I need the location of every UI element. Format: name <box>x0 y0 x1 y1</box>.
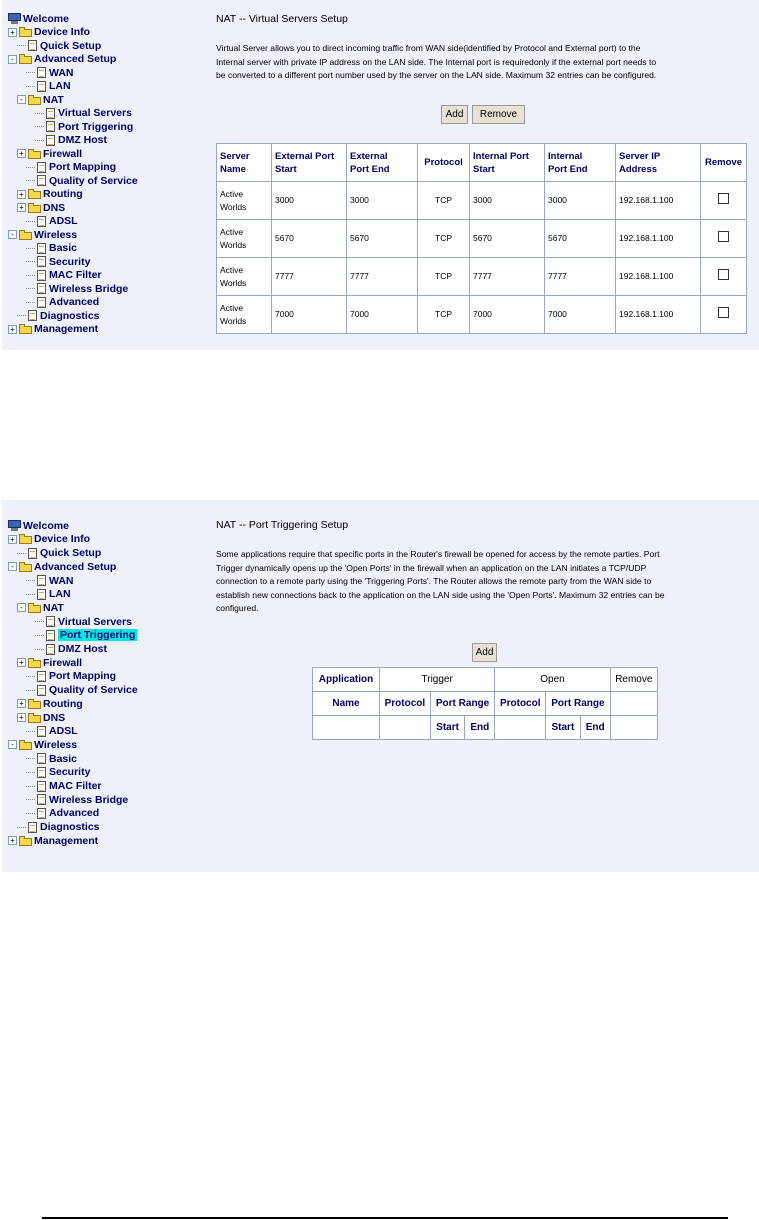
folder-icon <box>19 27 32 37</box>
page-icon <box>37 270 46 281</box>
port-triggering-table <box>312 667 658 740</box>
nav-item-label: Quality of Service <box>49 684 138 697</box>
column-header-external-port-end: External Port End <box>347 144 418 182</box>
nav-item-label: Welcome <box>23 519 69 532</box>
nav-item-nat[interactable] <box>17 601 64 615</box>
nav-item-firewall[interactable] <box>17 147 82 161</box>
column-header-open-protocol: Protocol <box>495 692 546 716</box>
cell-external-port-start: 5670 <box>272 220 347 258</box>
add-button[interactable]: Add <box>441 105 468 124</box>
description-line: configured. <box>216 603 259 613</box>
nav-item-port-mapping[interactable] <box>26 670 116 684</box>
page-icon <box>28 310 37 321</box>
collapse-icon[interactable]: - <box>8 230 17 239</box>
tree-connector <box>26 594 35 595</box>
tree-connector <box>35 140 44 141</box>
page-icon <box>37 808 46 819</box>
nav-item-port-mapping[interactable] <box>26 161 116 175</box>
nav-item-lan[interactable] <box>26 80 71 94</box>
nav-item-device-info[interactable] <box>8 26 90 40</box>
description-line: be converted to a different port number used by the server on the LAN side. Maximum 32 entries can be configured. <box>216 70 657 80</box>
cell-server-ip: 192.168.1.100 <box>616 182 701 220</box>
column-header-application: Application <box>313 668 380 692</box>
cell-external-port-start: 7000 <box>272 296 347 334</box>
tree-connector <box>35 113 44 114</box>
tree-connector <box>35 635 44 636</box>
tree-connector <box>26 813 35 814</box>
table-header-row <box>313 716 658 740</box>
page-icon <box>37 671 46 682</box>
tree-connector <box>17 315 26 316</box>
cell-internal-port-end: 7777 <box>545 258 616 296</box>
tree-connector <box>26 86 35 87</box>
nav-item-label: NAT <box>43 601 64 614</box>
folder-icon <box>19 740 32 750</box>
expand-icon[interactable]: + <box>8 836 17 845</box>
tree-connector <box>26 275 35 276</box>
cell-server-name: Active Worlds <box>217 258 272 296</box>
nav-item-label: Security <box>49 255 91 268</box>
remove-checkbox[interactable] <box>718 269 729 280</box>
nav-item-advanced-setup[interactable] <box>8 560 116 574</box>
description-line: establish new connections back to the application on the LAN side using the 'Open Ports'. Maximum 32 entries can be <box>216 589 665 600</box>
column-header-trigger-protocol: Protocol <box>380 692 431 716</box>
cell-remove <box>701 296 747 334</box>
nav-item-wan[interactable] <box>26 574 74 588</box>
nav-item-label: Port Triggering <box>60 629 136 642</box>
collapse-icon[interactable]: - <box>8 740 17 749</box>
nav-item-mac-filter[interactable] <box>26 269 102 283</box>
cell-external-port-end: 7777 <box>347 258 418 296</box>
page-icon <box>28 822 37 833</box>
table-header-row <box>313 668 658 692</box>
nav-item-label: Routing <box>43 697 83 710</box>
cell-external-port-end: 3000 <box>347 182 418 220</box>
nav-item-security[interactable] <box>26 766 90 780</box>
column-header-open: Open <box>495 668 610 692</box>
expand-icon[interactable]: + <box>17 149 26 158</box>
description-line: Internal server with private IP address on the LAN side. The Internal port is requiredonly if the external port needs to <box>216 56 657 67</box>
tree-connector <box>26 772 35 773</box>
page-icon <box>37 794 46 805</box>
nav-item-dmz-host[interactable] <box>35 642 107 656</box>
cell-internal-port-start: 7000 <box>470 296 545 334</box>
nav-item-wireless[interactable] <box>8 228 77 242</box>
nav-item-adsl[interactable] <box>26 725 78 739</box>
remove-checkbox[interactable] <box>718 231 729 242</box>
folder-icon <box>28 189 41 199</box>
tree-connector <box>26 731 35 732</box>
nav-item-label: Quality of Service <box>49 174 138 187</box>
nav-item-diagnostics[interactable] <box>17 820 100 834</box>
folder-icon <box>28 658 41 668</box>
cell-external-port-start: 7777 <box>272 258 347 296</box>
add-button[interactable]: Add <box>472 643 497 662</box>
table-header-row <box>313 692 658 716</box>
page-icon <box>37 67 46 78</box>
column-header-server-name: Server Name <box>217 144 272 182</box>
folder-icon <box>28 699 41 709</box>
tree-connector <box>26 302 35 303</box>
tree-connector <box>26 799 35 800</box>
page-icon <box>37 753 46 764</box>
nav-item-management[interactable] <box>8 323 98 337</box>
nav-item-label: Management <box>34 834 99 847</box>
page-icon <box>28 548 37 559</box>
cell-server-ip: 192.168.1.100 <box>616 220 701 258</box>
cell-internal-port-end: 7000 <box>545 296 616 334</box>
empty-cell <box>495 716 546 740</box>
nav-item-wireless[interactable] <box>8 738 77 752</box>
table-header-row <box>217 144 747 182</box>
nav-item-label: Routing <box>43 188 83 201</box>
nav-item-label: Firewall <box>43 147 83 160</box>
table-row <box>217 220 747 258</box>
page-icon <box>28 40 37 51</box>
nav-item-label: Device Info <box>34 533 91 546</box>
page-icon <box>37 256 46 267</box>
column-header-external-port-start: External Port Start <box>272 144 347 182</box>
description-line: Some applications require that specific ports in the Router's firewall be opened for access by the remote parties. Port <box>216 549 660 559</box>
page-icon <box>37 175 46 186</box>
collapse-icon[interactable]: - <box>17 95 26 104</box>
page-icon <box>37 243 46 254</box>
virtual-servers-screenshot <box>2 0 759 350</box>
expand-icon[interactable]: + <box>17 658 26 667</box>
nav-item-management[interactable] <box>8 834 98 848</box>
nav-item-label: Diagnostics <box>40 309 100 322</box>
nav-item-virtual-servers[interactable] <box>35 615 132 629</box>
column-header-protocol: Protocol <box>418 144 470 182</box>
tree-connector <box>26 221 35 222</box>
nav-item-device-info[interactable] <box>8 533 90 547</box>
page-icon <box>46 630 55 641</box>
collapse-icon[interactable]: - <box>8 562 17 571</box>
nav-item-label: Advanced Setup <box>34 560 117 573</box>
cell-server-name: Active Worlds <box>217 182 272 220</box>
nav-item-label: DMZ Host <box>58 134 107 147</box>
table-row <box>217 258 747 296</box>
nav-item-dmz-host[interactable] <box>35 134 107 148</box>
expand-icon[interactable]: + <box>17 203 26 212</box>
tree-connector <box>26 580 35 581</box>
tree-connector <box>35 649 44 650</box>
nav-item-routing[interactable] <box>17 188 83 202</box>
nav-item-routing[interactable] <box>17 697 83 711</box>
page-icon <box>37 575 46 586</box>
nav-item-label: WAN <box>49 574 74 587</box>
description-line: connection to a remote party using the 'Triggering Ports'. The Router allows the remote party from the WAN side to <box>216 576 652 586</box>
cell-protocol: TCP <box>418 220 470 258</box>
folder-icon <box>28 149 41 159</box>
nav-item-dns[interactable] <box>17 711 65 725</box>
column-header-trigger-end: End <box>465 716 495 740</box>
column-header-open-end: End <box>580 716 610 740</box>
nav-item-label: Port Mapping <box>49 161 117 174</box>
empty-cell <box>610 716 657 740</box>
nav-item-port-triggering[interactable] <box>35 629 137 643</box>
nav-item-lan[interactable] <box>26 588 71 602</box>
table-row <box>217 296 747 334</box>
page-icon <box>37 81 46 92</box>
nav-item-label: Diagnostics <box>40 821 100 834</box>
page-icon <box>37 216 46 227</box>
nav-item-wireless-bridge[interactable] <box>26 793 128 807</box>
remove-button[interactable]: Remove <box>472 105 525 124</box>
column-header-trigger-port-range: Port Range <box>430 692 494 716</box>
nav-item-label: LAN <box>49 588 71 601</box>
nav-item-nat[interactable] <box>17 93 64 107</box>
folder-icon <box>19 534 32 544</box>
cell-remove <box>701 258 747 296</box>
nav-item-wireless-bridge[interactable] <box>26 282 128 296</box>
cell-protocol: TCP <box>418 296 470 334</box>
remove-checkbox[interactable] <box>718 193 729 204</box>
tree-connector <box>17 827 26 828</box>
column-header-internal-port-end: Internal Port End <box>545 144 616 182</box>
column-header-remove: Remove <box>610 668 657 692</box>
nav-item-dns[interactable] <box>17 201 65 215</box>
nav-item-label: Virtual Servers <box>58 615 132 628</box>
folder-icon <box>28 95 41 105</box>
tree-connector <box>17 45 26 46</box>
nav-item-label: WAN <box>49 66 74 79</box>
port-triggering-screenshot <box>2 500 759 872</box>
expand-icon[interactable]: + <box>8 535 17 544</box>
nav-item-label: Basic <box>49 752 78 765</box>
page-description <box>216 548 756 616</box>
nav-item-label: Virtual Servers <box>58 107 132 120</box>
page-footer-rule <box>42 1217 728 1219</box>
tree-connector <box>17 553 26 554</box>
virtual-servers-table <box>216 143 747 334</box>
nav-item-label: Advanced Setup <box>34 53 117 66</box>
expand-icon[interactable]: + <box>8 325 17 334</box>
page-icon <box>46 616 55 627</box>
expand-icon[interactable]: + <box>8 28 17 37</box>
column-header-internal-port-start: Internal Port Start <box>470 144 545 182</box>
nav-item-advanced[interactable] <box>26 296 99 310</box>
page-icon <box>37 162 46 173</box>
empty-cell <box>313 716 380 740</box>
page-icon <box>37 726 46 737</box>
nav-item-label: Port Triggering <box>58 120 134 133</box>
nav-item-label: ADSL <box>49 215 78 228</box>
tree-connector <box>26 248 35 249</box>
nav-item-welcome[interactable] <box>8 519 69 533</box>
nav-item-label: DNS <box>43 711 66 724</box>
page-description <box>216 42 751 83</box>
collapse-icon[interactable]: - <box>17 603 26 612</box>
nav-item-mac-filter[interactable] <box>26 779 102 793</box>
table-row <box>217 182 747 220</box>
nav-item-label: Wireless <box>34 228 78 241</box>
page-icon <box>37 297 46 308</box>
tree-connector <box>26 786 35 787</box>
folder-icon <box>19 836 32 846</box>
cell-server-name: Active Worlds <box>217 296 272 334</box>
nav-item-diagnostics[interactable] <box>17 309 100 323</box>
nav-item-basic[interactable] <box>26 242 77 256</box>
folder-icon <box>28 203 41 213</box>
column-header-open-start: Start <box>546 716 581 740</box>
page-icon <box>37 767 46 778</box>
page-icon <box>37 685 46 696</box>
nav-item-label: DMZ Host <box>58 643 107 656</box>
tree-connector <box>26 180 35 181</box>
cell-server-ip: 192.168.1.100 <box>616 296 701 334</box>
nav-item-wan[interactable] <box>26 66 74 80</box>
nav-item-quick-setup[interactable] <box>17 39 101 53</box>
empty-cell <box>610 692 657 716</box>
nav-item-virtual-servers[interactable] <box>35 107 132 121</box>
nav-item-label: DNS <box>43 201 66 214</box>
expand-icon[interactable]: + <box>17 713 26 722</box>
tree-connector <box>35 621 44 622</box>
tree-connector <box>26 690 35 691</box>
cell-remove <box>701 220 747 258</box>
nav-item-label: MAC Filter <box>49 780 102 793</box>
nav-item-label: Welcome <box>23 12 69 25</box>
nav-item-security[interactable] <box>26 255 90 269</box>
nav-item-advanced[interactable] <box>26 807 99 821</box>
nav-item-firewall[interactable] <box>17 656 82 670</box>
monitor-icon <box>8 13 21 24</box>
tree-connector <box>26 676 35 677</box>
nav-item-label: Management <box>34 323 99 336</box>
nav-item-welcome[interactable] <box>8 12 69 26</box>
nav-item-label: Port Mapping <box>49 670 117 683</box>
nav-item-label: Firewall <box>43 656 83 669</box>
page-icon <box>46 135 55 146</box>
folder-icon <box>28 713 41 723</box>
page-title: NAT -- Port Triggering Setup <box>216 519 349 531</box>
nav-item-label: Wireless <box>34 738 78 751</box>
nav-item-label: Quick Setup <box>40 547 102 560</box>
folder-icon <box>19 562 32 572</box>
page-icon <box>37 781 46 792</box>
page-icon <box>46 121 55 132</box>
column-header-server-ip: Server IP Address <box>616 144 701 182</box>
tree-connector <box>26 72 35 73</box>
monitor-icon <box>8 520 21 531</box>
tree-connector <box>26 167 35 168</box>
nav-item-quick-setup[interactable] <box>17 546 101 560</box>
column-header-open-port-range: Port Range <box>546 692 610 716</box>
cell-internal-port-end: 5670 <box>545 220 616 258</box>
column-header-remove: Remove <box>701 144 747 182</box>
nav-item-label: Advanced <box>49 296 100 309</box>
folder-icon <box>19 54 32 64</box>
folder-icon <box>19 230 32 240</box>
cell-internal-port-start: 7777 <box>470 258 545 296</box>
collapse-icon[interactable]: - <box>8 55 17 64</box>
nav-item-label: Basic <box>49 242 78 255</box>
cell-protocol: TCP <box>418 182 470 220</box>
column-header-trigger: Trigger <box>380 668 495 692</box>
nav-item-label: Device Info <box>34 26 91 39</box>
cell-protocol: TCP <box>418 258 470 296</box>
nav-item-label: MAC Filter <box>49 269 102 282</box>
nav-item-label: Security <box>49 766 91 779</box>
page-icon <box>46 644 55 655</box>
nav-item-label: LAN <box>49 80 71 93</box>
empty-cell <box>380 716 431 740</box>
page-icon <box>37 589 46 600</box>
cell-external-port-start: 3000 <box>272 182 347 220</box>
cell-server-ip: 192.168.1.100 <box>616 258 701 296</box>
nav-item-label: Wireless Bridge <box>49 282 129 295</box>
page-icon <box>37 283 46 294</box>
nav-item-label: Wireless Bridge <box>49 793 129 806</box>
folder-icon <box>19 324 32 334</box>
cell-external-port-end: 5670 <box>347 220 418 258</box>
cell-internal-port-start: 3000 <box>470 182 545 220</box>
remove-checkbox[interactable] <box>718 307 729 318</box>
column-header-trigger-start: Start <box>430 716 465 740</box>
cell-internal-port-end: 3000 <box>545 182 616 220</box>
folder-icon <box>28 603 41 613</box>
tree-connector <box>26 288 35 289</box>
page-icon <box>46 108 55 119</box>
tree-connector <box>26 758 35 759</box>
description-line: Virtual Server allows you to direct incoming traffic from WAN side(identified by Protocol and External port) to the <box>216 43 641 53</box>
nav-item-advanced-setup[interactable] <box>8 53 116 67</box>
cell-server-name: Active Worlds <box>217 220 272 258</box>
expand-icon[interactable]: + <box>17 190 26 199</box>
nav-item-adsl[interactable] <box>26 215 78 229</box>
nav-item-port-triggering[interactable] <box>35 120 133 134</box>
tree-connector <box>26 261 35 262</box>
cell-remove <box>701 182 747 220</box>
page-title: NAT -- Virtual Servers Setup <box>216 13 348 25</box>
nav-item-basic[interactable] <box>26 752 77 766</box>
expand-icon[interactable]: + <box>17 699 26 708</box>
cell-internal-port-start: 5670 <box>470 220 545 258</box>
column-header-name: Name <box>313 692 380 716</box>
tree-connector <box>35 126 44 127</box>
nav-item-label: ADSL <box>49 725 78 738</box>
cell-external-port-end: 7000 <box>347 296 418 334</box>
nav-item-quality-of-service[interactable] <box>26 683 138 697</box>
description-line: Trigger dynamically opens up the 'Open Ports' in the firewall when an application on the LAN initiates a TCP/UDP <box>216 562 647 573</box>
nav-item-quality-of-service[interactable] <box>26 174 138 188</box>
nav-item-label: NAT <box>43 93 64 106</box>
nav-item-label: Advanced <box>49 807 100 820</box>
nav-item-label: Quick Setup <box>40 39 102 52</box>
